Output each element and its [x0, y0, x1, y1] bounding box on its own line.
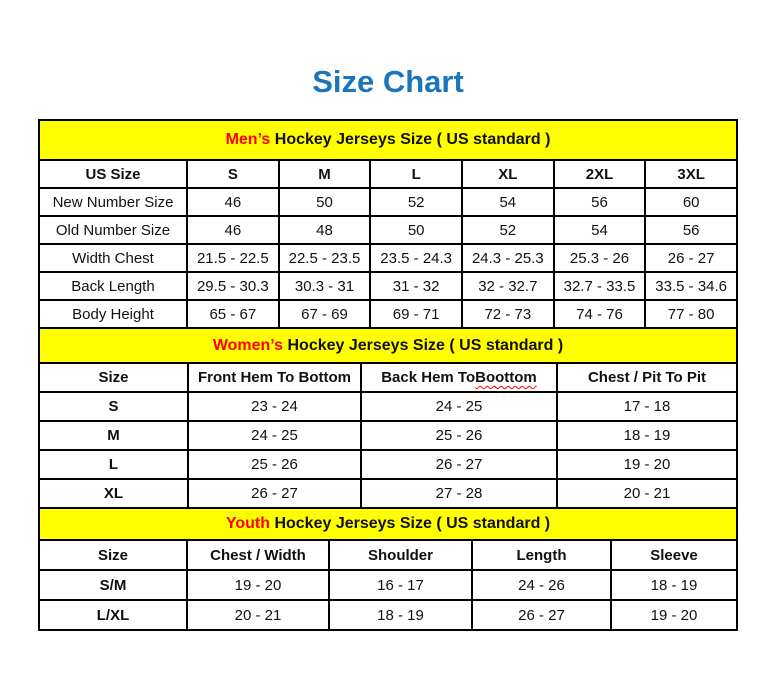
- value-cell: 54: [463, 189, 553, 215]
- value-cell: 18 - 19: [612, 571, 736, 599]
- value-cell: 77 - 80: [646, 301, 736, 327]
- value-cell: 19 - 20: [612, 601, 736, 629]
- section-header-womens: [40, 329, 736, 362]
- youth-size-table: [40, 541, 736, 629]
- value-cell: 30.3 - 31: [280, 273, 370, 299]
- column-header: Sleeve: [612, 541, 736, 569]
- row-label: Back Length: [40, 273, 186, 299]
- page: [0, 60, 776, 692]
- column-header: XL: [463, 161, 553, 187]
- womens-size-table: [40, 364, 736, 507]
- value-cell: 21.5 - 22.5: [188, 245, 278, 271]
- column-header: 3XL: [646, 161, 736, 187]
- value-cell: 29.5 - 30.3: [188, 273, 278, 299]
- value-cell: 46: [188, 217, 278, 243]
- row-label: S/M: [40, 571, 186, 599]
- value-cell: 48: [280, 217, 370, 243]
- value-cell: 24 - 26: [473, 571, 610, 599]
- value-cell: 24 - 25: [189, 422, 360, 449]
- section-header-mens: [40, 121, 736, 159]
- value-cell: 18 - 19: [558, 422, 736, 449]
- misspelled-word: Boottom: [475, 369, 537, 386]
- value-cell: 23 - 24: [189, 393, 360, 420]
- row-label: Width Chest: [40, 245, 186, 271]
- section-header-womens-highlight: Women’s: [212, 336, 284, 354]
- value-cell: 72 - 73: [463, 301, 553, 327]
- value-cell: 22.5 - 23.5: [280, 245, 370, 271]
- row-label: S: [40, 393, 187, 420]
- value-cell: 46: [188, 189, 278, 215]
- value-cell: 19 - 20: [188, 571, 328, 599]
- section-header-mens-rest: Hockey Jerseys Size ( US standard ): [270, 131, 551, 148]
- row-label: M: [40, 422, 187, 449]
- row-label: Body Height: [40, 301, 186, 327]
- value-cell: 32.7 - 33.5: [555, 273, 645, 299]
- value-cell: 74 - 76: [555, 301, 645, 327]
- column-header: Length: [473, 541, 610, 569]
- column-header: 2XL: [555, 161, 645, 187]
- page-title: Size Chart: [312, 64, 464, 99]
- value-cell: 26 - 27: [646, 245, 736, 271]
- section-header-mens-highlight: Men’s: [225, 131, 271, 148]
- value-cell: 26 - 27: [189, 480, 360, 507]
- mens-size-table: [40, 161, 736, 327]
- value-cell: 26 - 27: [362, 451, 556, 478]
- value-cell: 32 - 32.7: [463, 273, 553, 299]
- value-cell: 33.5 - 34.6: [646, 273, 736, 299]
- row-label: New Number Size: [40, 189, 186, 215]
- value-cell: 27 - 28: [362, 480, 556, 507]
- column-header: L: [371, 161, 461, 187]
- value-cell: 50: [280, 189, 370, 215]
- row-label: XL: [40, 480, 187, 507]
- row-label: L/XL: [40, 601, 186, 629]
- value-cell: 26 - 27: [473, 601, 610, 629]
- value-cell: 67 - 69: [280, 301, 370, 327]
- value-cell: 23.5 - 24.3: [371, 245, 461, 271]
- value-cell: 25.3 - 26: [555, 245, 645, 271]
- row-label: Old Number Size: [40, 217, 186, 243]
- value-cell: 19 - 20: [558, 451, 736, 478]
- value-cell: 69 - 71: [371, 301, 461, 327]
- column-header: Chest / Pit To Pit: [558, 364, 736, 391]
- section-header-womens-rest: Hockey Jerseys Size ( US standard ): [283, 336, 564, 354]
- section-header-youth-rest: Hockey Jerseys Size ( US standard ): [270, 515, 551, 532]
- value-cell: 25 - 26: [362, 422, 556, 449]
- value-cell: 17 - 18: [558, 393, 736, 420]
- column-header: Front Hem To Bottom: [189, 364, 360, 391]
- row-label: L: [40, 451, 187, 478]
- value-cell: 52: [463, 217, 553, 243]
- value-cell: 50: [371, 217, 461, 243]
- column-header: Chest / Width: [188, 541, 328, 569]
- value-cell: 20 - 21: [188, 601, 328, 629]
- value-cell: 65 - 67: [188, 301, 278, 327]
- section-header-youth: [40, 509, 736, 539]
- value-cell: 54: [555, 217, 645, 243]
- value-cell: 18 - 19: [330, 601, 471, 629]
- value-cell: 60: [646, 189, 736, 215]
- value-cell: 16 - 17: [330, 571, 471, 599]
- value-cell: 25 - 26: [189, 451, 360, 478]
- column-header: Shoulder: [330, 541, 471, 569]
- size-chart: [38, 119, 738, 631]
- value-cell: 31 - 32: [371, 273, 461, 299]
- value-cell: 52: [371, 189, 461, 215]
- column-header: Back Hem To Boottom: [362, 364, 556, 391]
- value-cell: 56: [646, 217, 736, 243]
- value-cell: 24.3 - 25.3: [463, 245, 553, 271]
- section-header-youth-highlight: Youth: [225, 515, 270, 532]
- value-cell: 56: [555, 189, 645, 215]
- column-header: Size: [40, 364, 187, 391]
- value-cell: 20 - 21: [558, 480, 736, 507]
- column-header: Size: [40, 541, 186, 569]
- column-header: M: [280, 161, 370, 187]
- column-header: US Size: [40, 161, 186, 187]
- value-cell: 24 - 25: [362, 393, 556, 420]
- column-header: S: [188, 161, 278, 187]
